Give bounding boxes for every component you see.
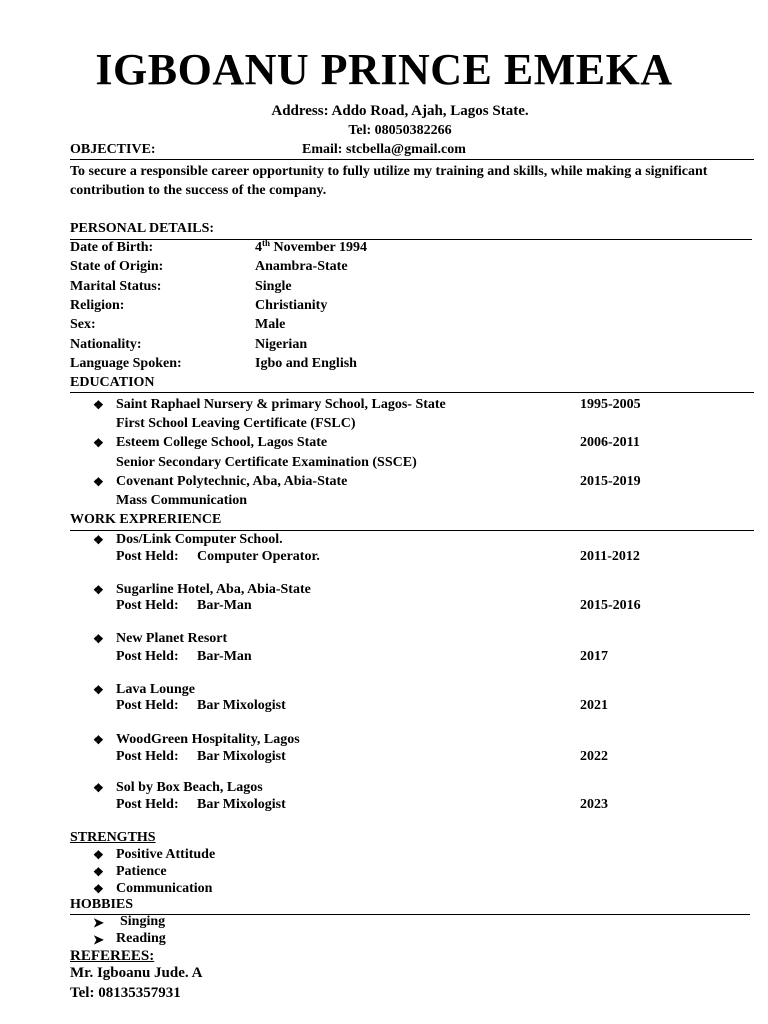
arrow-bullet-icon: ➤ — [93, 915, 104, 930]
personal-label-religion: Religion: — [70, 298, 125, 313]
work-heading: WORK EXPRERIENCE — [70, 512, 222, 527]
personal-value-dob: 4th November 1994 — [255, 238, 367, 255]
work-post-label: Post Held: — [116, 797, 179, 812]
education-detail: First School Leaving Certificate (FSLC) — [116, 416, 356, 431]
work-post: Bar-Man — [197, 649, 252, 664]
work-years: 2017 — [580, 649, 608, 664]
personal-label-language: Language Spoken: — [70, 356, 182, 371]
education-detail: Senior Secondary Certificate Examination (SSCE) — [116, 455, 417, 470]
work-post-label: Post Held: — [116, 549, 179, 564]
strengths-heading: STRENGTHS — [70, 830, 156, 845]
education-school: Saint Raphael Nursery & primary School, Lagos- State — [116, 397, 446, 412]
hobbies-heading: HOBBIES — [70, 897, 134, 912]
diamond-bullet-icon: ❖ — [93, 683, 104, 697]
strength-item: Positive Attitude — [116, 847, 216, 862]
email: Email: stcbella@gmail.com — [302, 142, 466, 157]
education-years: 1995-2005 — [580, 397, 641, 412]
work-post: Computer Operator. — [197, 549, 320, 564]
personal-label-dob: Date of Birth: — [70, 240, 154, 255]
personal-label-marital: Marital Status: — [70, 279, 162, 294]
work-years: 2022 — [580, 749, 608, 764]
personal-value-origin: Anambra-State — [255, 259, 348, 274]
personal-value-religion: Christianity — [255, 298, 328, 313]
diamond-bullet-icon: ❖ — [93, 436, 104, 450]
education-school: Esteem College School, Lagos State — [116, 435, 328, 450]
divider-work — [70, 530, 754, 531]
diamond-bullet-icon: ❖ — [93, 848, 104, 862]
education-years: 2015-2019 — [580, 474, 641, 489]
divider-personal — [70, 239, 752, 240]
personal-label-nationality: Nationality: — [70, 337, 142, 352]
diamond-bullet-icon: ❖ — [93, 632, 104, 646]
referees-heading: REFEREES: — [70, 948, 155, 964]
personal-value-sex: Male — [255, 317, 286, 332]
personal-label-origin: State of Origin: — [70, 259, 164, 274]
work-employer: Sol by Box Beach, Lagos — [116, 780, 263, 795]
work-employer: Sugarline Hotel, Aba, Abia-State — [116, 582, 311, 597]
work-employer: Lava Lounge — [116, 682, 195, 697]
address: Address: Addo Road, Ajah, Lagos State. — [271, 103, 529, 119]
work-years: 2015-2016 — [580, 598, 641, 613]
work-post-label: Post Held: — [116, 649, 179, 664]
work-post: Bar Mixologist — [197, 797, 286, 812]
personal-value-language: Igbo and English — [255, 356, 357, 371]
divider-objective — [70, 159, 754, 160]
divider-hobbies — [70, 914, 750, 915]
work-post-label: Post Held: — [116, 698, 179, 713]
divider-education — [70, 392, 754, 393]
diamond-bullet-icon: ❖ — [93, 733, 104, 747]
strength-item: Patience — [116, 864, 167, 879]
referee-phone: Tel: 08135357931 — [70, 985, 181, 1001]
diamond-bullet-icon: ❖ — [93, 882, 104, 896]
work-years: 2021 — [580, 698, 608, 713]
diamond-bullet-icon: ❖ — [93, 865, 104, 879]
personal-value-nationality: Nigerian — [255, 337, 308, 352]
work-post: Bar Mixologist — [197, 749, 286, 764]
referee-name: Mr. Igboanu Jude. A — [70, 965, 203, 981]
diamond-bullet-icon: ❖ — [93, 398, 104, 412]
objective-text: To secure a responsible career opportunity to fully utilize my training and skills, while making a significant contribution to the success of the company. — [70, 164, 708, 198]
work-post-label: Post Held: — [116, 749, 179, 764]
work-post-label: Post Held: — [116, 598, 179, 613]
work-post: Bar-Man — [197, 598, 252, 613]
education-years: 2006-2011 — [580, 435, 640, 450]
work-employer: Dos/Link Computer School. — [116, 532, 283, 547]
header-phone: Tel: 08050382266 — [348, 123, 452, 138]
objective-heading: OBJECTIVE: — [70, 142, 156, 157]
education-detail: Mass Communication — [116, 493, 248, 508]
arrow-bullet-icon: ➤ — [93, 932, 104, 947]
diamond-bullet-icon: ❖ — [93, 583, 104, 597]
strength-item: Communication — [116, 881, 213, 896]
work-years: 2011-2012 — [580, 549, 640, 564]
diamond-bullet-icon: ❖ — [93, 475, 104, 489]
diamond-bullet-icon: ❖ — [93, 533, 104, 547]
personal-value-marital: Single — [255, 279, 292, 294]
work-employer: WoodGreen Hospitality, Lagos — [116, 732, 300, 747]
education-school: Covenant Polytechnic, Aba, Abia-State — [116, 474, 348, 489]
work-employer: New Planet Resort — [116, 631, 228, 646]
hobby-item: Singing — [120, 914, 166, 929]
resume-name: IGBOANU PRINCE EMEKA — [95, 45, 673, 94]
diamond-bullet-icon: ❖ — [93, 781, 104, 795]
personal-label-sex: Sex: — [70, 317, 96, 332]
work-post: Bar Mixologist — [197, 698, 286, 713]
hobby-item: Reading — [116, 931, 166, 946]
personal-heading: PERSONAL DETAILS: — [70, 221, 215, 236]
work-years: 2023 — [580, 797, 608, 812]
education-heading: EDUCATION — [70, 375, 155, 390]
